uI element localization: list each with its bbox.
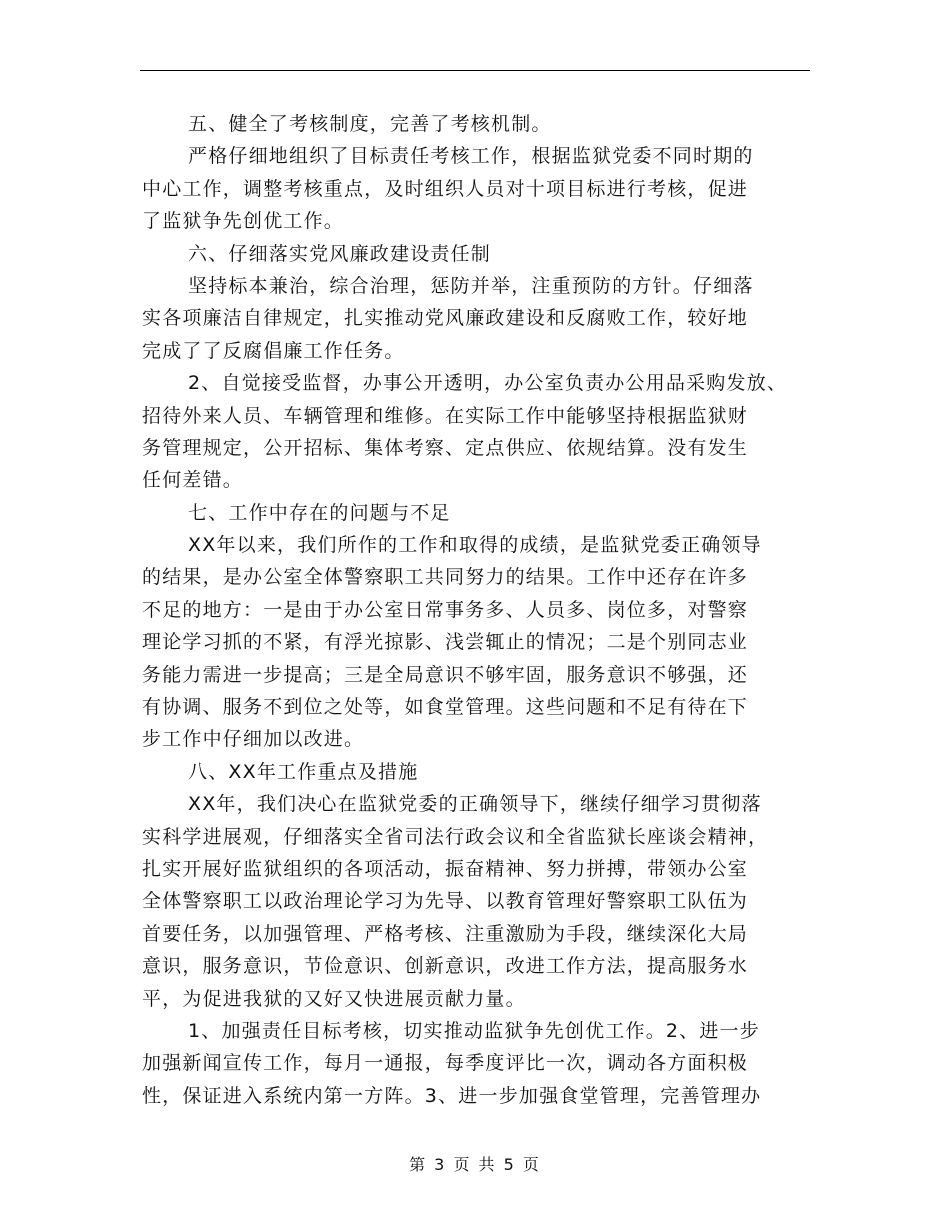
text-line: 中心工作，调整考核重点，及时组织人员对十项目标进行考核，促进 <box>142 177 749 200</box>
text-line: 完成了了反腐倡廉工作任务。 <box>142 339 405 362</box>
text-line: 实各项廉洁自律规定，扎实推动党风廉政建设和反腐败工作，较好地 <box>142 307 749 330</box>
text-line: XX年，我们决心在监狱党委的正确领导下，继续仔细学习贯彻落 <box>188 793 762 816</box>
header-rule <box>140 70 810 71</box>
text-line: 八、XX年工作重点及措施 <box>188 760 419 783</box>
text-line: 加强新闻宣传工作，每月一通报，每季度评比一次，调动各方面积极 <box>142 1052 749 1075</box>
text-line: 意识，服务意识，节俭意识、创新意识，改进工作方法，提高服务水 <box>142 955 749 978</box>
text-line: 实科学进展观，仔细落实全省司法行政会议和全省监狱长座谈会精神， <box>142 825 769 848</box>
text-line: 不足的地方：一是由于办公室日常事务多、人员多、岗位多，对警察 <box>142 598 749 621</box>
text-line: 性，保证进入系统内第一方阵。3、进一步加强食堂管理，完善管理办 <box>142 1084 762 1107</box>
text-line: 全体警察职工以政治理论学习为先导、以教育管理好警察职工队伍为 <box>142 890 749 913</box>
text-line: 坚持标本兼治，综合治理，惩防并举，注重预防的方针。仔细落 <box>188 274 754 297</box>
document-body <box>142 108 810 1112</box>
page-footer: 第 3 页 共 5 页 <box>409 1155 541 1174</box>
text-line: 扎实开展好监狱组织的各项活动，振奋精神、努力拼搏，带领办公室 <box>142 857 749 880</box>
text-line: 五、健全了考核制度，完善了考核机制。 <box>188 113 552 135</box>
text-line: 平，为促进我狱的又好又快进展贡献力量。 <box>142 987 526 1010</box>
text-line: 六、仔细落实党风廉政建设责任制 <box>188 242 492 265</box>
text-line: 招待外来人员、车辆管理和维修。在实际工作中能够坚持根据监狱财 <box>142 404 749 427</box>
text-line: 务管理规定，公开招标、集体考察、定点供应、依规结算。没有发生 <box>142 436 749 459</box>
text-line: 步工作中仔细加以改进。 <box>142 728 365 751</box>
text-line: 任何差错。 <box>142 469 244 492</box>
text-line: 了监狱争先创优工作。 <box>142 210 345 233</box>
text-line: XX年以来，我们所作的工作和取得的成绩，是监狱党委正确领导 <box>188 534 762 557</box>
text-line: 2、自觉接受监督，办事公开透明，办公室负责办公用品采购发放、 <box>188 372 788 395</box>
text-line: 理论学习抓的不紧，有浮光掠影、浅尝辄止的情况；二是个别同志业 <box>142 631 749 654</box>
text-line: 七、工作中存在的问题与不足 <box>188 501 451 524</box>
text-line: 严格仔细地组织了目标责任考核工作，根据监狱党委不同时期的 <box>188 145 754 168</box>
text-line: 有协调、服务不到位之处等，如食堂管理。这些问题和不足有待在下 <box>142 696 749 719</box>
text-line: 的结果，是办公室全体警察职工共同努力的结果。工作中还存在许多 <box>142 566 749 589</box>
text-line: 首要任务，以加强管理、严格考核、注重激励为手段，继续深化大局 <box>142 922 749 945</box>
text-line: 务能力需进一步提高；三是全局意识不够牢固，服务意识不够强，还 <box>142 663 749 686</box>
text-line: 1、加强责任目标考核，切实推动监狱争先创优工作。2、进一步 <box>188 1019 760 1042</box>
